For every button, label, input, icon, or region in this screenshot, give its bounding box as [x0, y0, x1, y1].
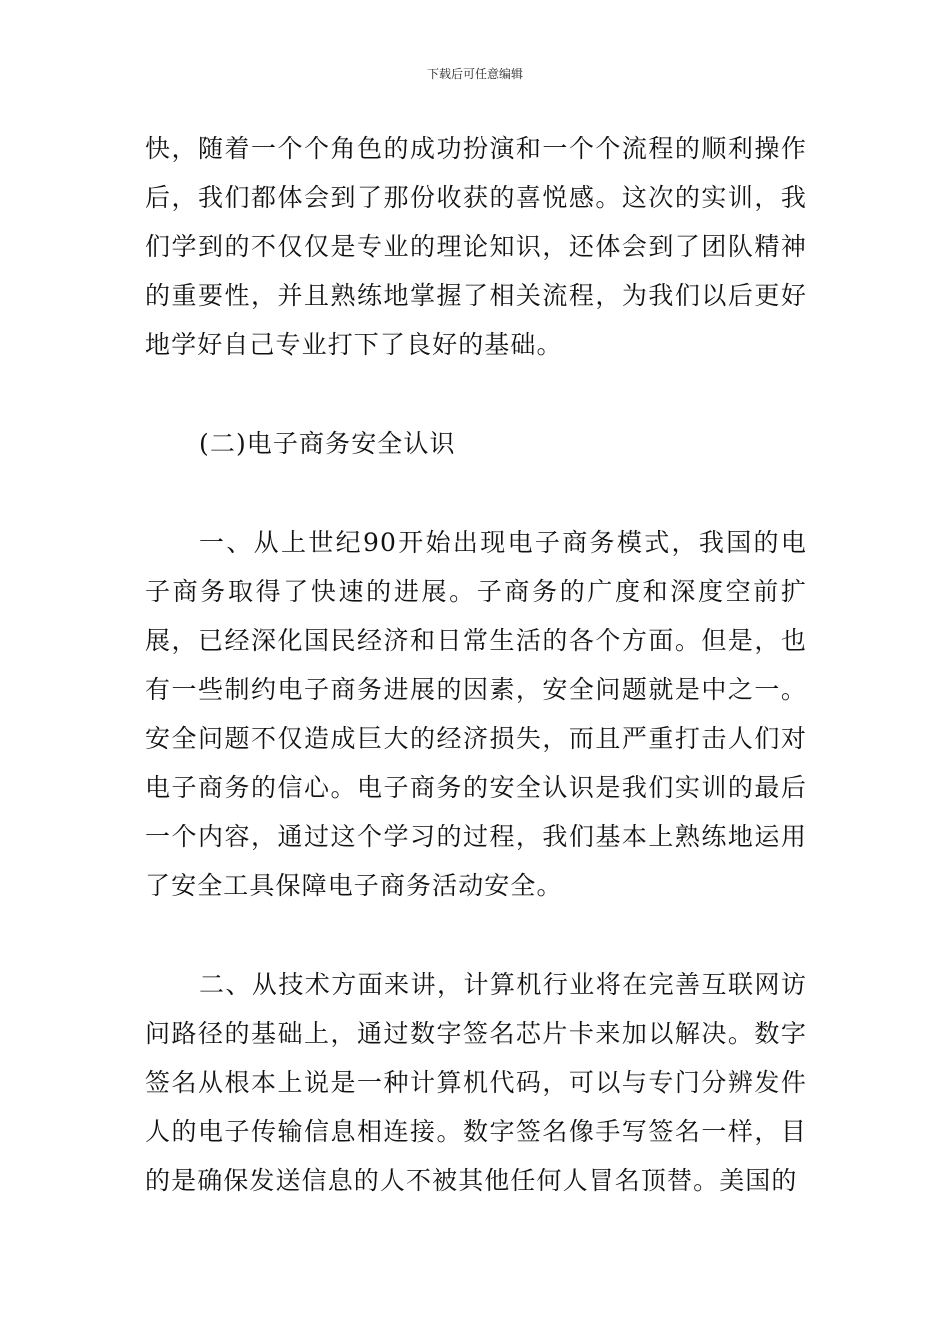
body-paragraph: 一、从上世纪90开始出现电子商务模式，我国的电子商务取得了快速的进展。子商务的广度和深度空前扩展，已经深化国民经济和日常生活的各个方面。但是，也有一些制约电子商务进展的因素，安全问题就是中之一。安全问题不仅造成巨大的经济损失，而且严重打击人们对电子商务的信心。电子商务的安全认识是我们实训的最后一个内容，通过这个学习的过程，我们基本上熟练地运用了安全工具保障电子商务活动安全。: [145, 528, 807, 900]
section-heading: (二)电子商务安全认识: [199, 429, 456, 458]
document-body: [145, 124, 807, 1205]
paragraph-spacer: [145, 369, 807, 419]
body-paragraph: 二、从技术方面来讲，计算机行业将在完善互联网访问路径的基础上，通过数字签名芯片卡来加以解决。数字签名从根本上说是一种计算机代码，可以与专门分辨发件人的电子传输信息相连接。数字签名像手写签名一样，目的是确保发送信息的人不被其他任何人冒名顶替。美国的: [145, 970, 807, 1195]
body-paragraph: 快，随着一个个角色的成功扮演和一个个流程的顺利操作后，我们都体会到了那份收获的喜悦感。这次的实训，我们学到的不仅仅是专业的理论知识，还体会到了团队精神的重要性，并且熟练地掌握了相关流程，为我们以后更好地学好自己专业打下了良好的基础。: [145, 134, 807, 359]
page-header: 下载后可任意编辑: [426, 67, 523, 81]
paragraph-spacer: [145, 910, 807, 960]
paragraph-spacer: [145, 468, 807, 518]
